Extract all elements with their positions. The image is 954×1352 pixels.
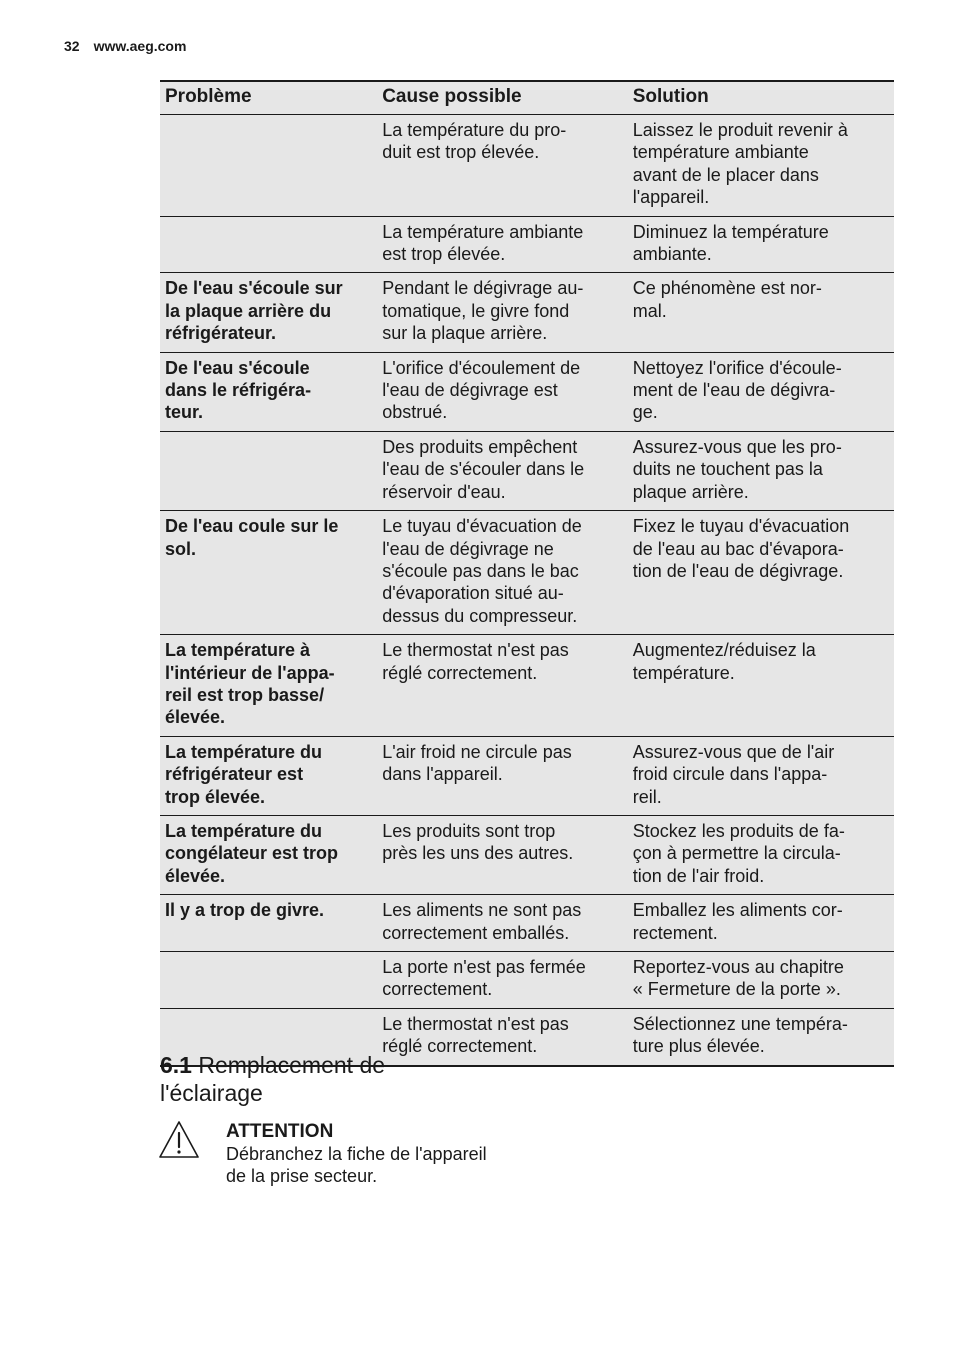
cell-cause: L'air froid ne circule pas dans l'appareil. (377, 736, 628, 815)
table-row (160, 952, 894, 1009)
cell-problem (160, 216, 377, 273)
table-header-row (160, 81, 894, 115)
cell-problem: La température du congélateur est trop élevée. (160, 815, 377, 894)
cell-cause: La température du pro- duit est trop élevée. (377, 115, 628, 217)
cell-cause: La température ambiante est trop élevée. (377, 216, 628, 273)
header-solution: Solution (628, 81, 894, 115)
warning-title: ATTENTION (226, 1121, 334, 1142)
section-number: 6.1 (160, 1052, 192, 1078)
table-body (160, 115, 894, 1066)
page-header (64, 38, 186, 54)
cell-solution: Fixez le tuyau d'évacuation de l'eau au bac d'évapora- tion de l'eau de dégivrage. (628, 511, 894, 635)
table-row (160, 216, 894, 273)
cell-problem: La température à l'intérieur de l'appa- reil est trop basse/ élevée. (160, 635, 377, 737)
website-link[interactable]: www.aeg.com (93, 38, 187, 54)
table-row (160, 895, 894, 952)
cell-problem: Il y a trop de givre. (160, 895, 377, 952)
cell-problem (160, 431, 377, 510)
section-heading (160, 1051, 480, 1107)
cell-solution: Emballez les aliments cor- rectement. (628, 895, 894, 952)
cell-solution: Reportez-vous au chapitre « Fermeture de la porte ». (628, 952, 894, 1009)
troubleshooting-table (160, 80, 894, 1067)
table-row (160, 511, 894, 635)
cell-solution: Augmentez/réduisez la température. (628, 635, 894, 737)
cell-solution: Laissez le produit revenir à température ambiante avant de le placer dans l'appareil. (628, 115, 894, 217)
cell-cause: Les aliments ne sont pas correctement emballés. (377, 895, 628, 952)
page-number: 32 (64, 38, 80, 54)
cell-solution: Nettoyez l'orifice d'écoule- ment de l'eau de dégivra- ge. (628, 352, 894, 431)
warning-message: Débranchez la fiche de l'appareil de la prise secteur. (226, 1144, 487, 1186)
cell-problem (160, 115, 377, 217)
cell-cause: Les produits sont trop près les uns des autres. (377, 815, 628, 894)
header-problem: Problème (160, 81, 377, 115)
cell-cause: Pendant le dégivrage au- tomatique, le givre fond sur la plaque arrière. (377, 273, 628, 352)
cell-solution: Stockez les produits de fa- çon à permettre la circula- tion de l'air froid. (628, 815, 894, 894)
cell-problem (160, 952, 377, 1009)
cell-problem: La température du réfrigérateur est trop élevée. (160, 736, 377, 815)
table-row (160, 635, 894, 737)
section-title: Remplacement de l'éclairage (160, 1052, 386, 1106)
table-row (160, 352, 894, 431)
warning-block (226, 1121, 526, 1187)
cell-cause: Le thermostat n'est pas réglé correctement. (377, 635, 628, 737)
cell-cause: Des produits empêchent l'eau de s'écouler dans le réservoir d'eau. (377, 431, 628, 510)
cell-cause: Le tuyau d'évacuation de l'eau de dégivrage ne s'écoule pas dans le bac d'évaporation situé au- dessus du compresseur. (377, 511, 628, 635)
cell-solution: Assurez-vous que les pro- duits ne touchent pas la plaque arrière. (628, 431, 894, 510)
cell-solution: Assurez-vous que de l'air froid circule dans l'appa- reil. (628, 736, 894, 815)
table-row (160, 431, 894, 510)
cell-solution: Diminuez la température ambiante. (628, 216, 894, 273)
cell-problem: De l'eau coule sur le sol. (160, 511, 377, 635)
table-row (160, 273, 894, 352)
cell-solution: Ce phénomène est nor- mal. (628, 273, 894, 352)
cell-cause: L'orifice d'écoulement de l'eau de dégivrage est obstrué. (377, 352, 628, 431)
table-row (160, 815, 894, 894)
cell-problem: De l'eau s'écoule dans le réfrigéra- teur. (160, 352, 377, 431)
cell-solution: Sélectionnez une tempéra- ture plus élevée. (628, 1008, 894, 1065)
table-row (160, 115, 894, 217)
cell-cause: Le thermostat n'est pas réglé correctement. (377, 1008, 628, 1065)
header-cause: Cause possible (377, 81, 628, 115)
table-row (160, 736, 894, 815)
warning-triangle-icon (158, 1120, 200, 1160)
cell-problem: De l'eau s'écoule sur la plaque arrière du réfrigérateur. (160, 273, 377, 352)
cell-cause: La porte n'est pas fermée correctement. (377, 952, 628, 1009)
